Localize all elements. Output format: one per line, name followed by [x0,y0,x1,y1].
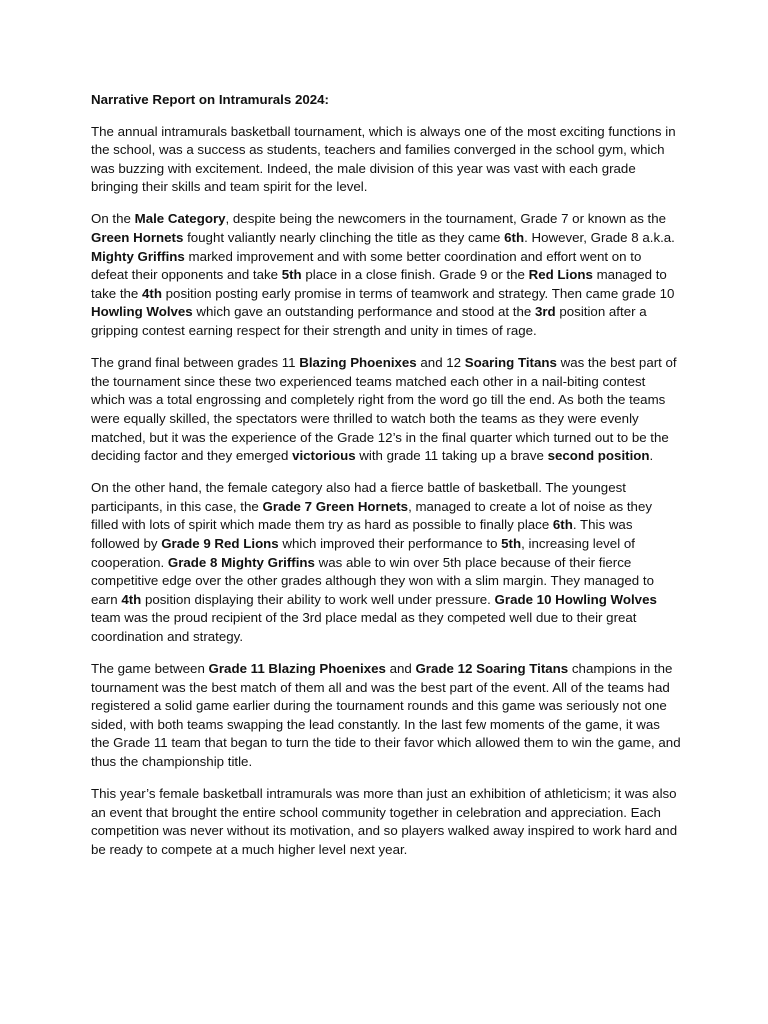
female-category-paragraph [91,479,681,646]
text-span: . [649,448,654,464]
report-title: Narrative Report on Intramurals 2024: [91,92,329,107]
text-span: position after a gripping contest earning respect for their strength and unity in times of rage. [91,304,647,339]
text-span: with grade 11 taking up a brave [355,448,548,464]
bold-text: Grade 12 Soaring Titans [415,661,569,677]
bold-text: Mighty Griffins [91,248,185,264]
text-span: marked improvement and with some better coordination and effort went on to defeat their opponents and take [91,248,642,283]
text-span: and [385,661,416,677]
bold-text: second position [547,448,650,464]
text-span: managed to take the [91,267,667,301]
bold-text: 5th [281,267,302,283]
bold-text: Green Hornets [91,230,184,246]
text-span: position posting early promise in terms of teamwork and strategy. Then came grade 10 [161,285,675,301]
bold-text: Red Lions [528,267,593,283]
text-span: The grand final between grades 11 [91,355,300,371]
bold-text: 4th [121,591,142,607]
text-span: On the other hand, the female category also had a fierce battle of basketball. The youngest participants, in this case, the [91,480,626,514]
bold-text: Howling Wolves [91,304,193,320]
text-span: The game between [91,661,209,677]
bold-text: 3rd [534,304,556,320]
text-span: was the best part of the tournament since these two experienced teams matched each other in a nail-biting contest which was a total engrossing and completely right from the word go till the end. As both the teams were equally skilled, the spectators were thrilled to watch both the teams as they were evenly matched, but it was the experience of the Grade 12’s in the final quarter which turned out to be the deciding factor and they emerged [91,355,677,464]
bold-text: Grade 11 Blazing Phoenixes [208,661,386,677]
text-span: position displaying their ability to work well under pressure. [141,591,495,607]
text-span: , managed to create a lot of noise as they filled with lots of spirit which made them try as hard as possible to finally place [91,498,652,533]
bold-text: victorious [292,448,356,464]
bold-text: Grade 9 Red Lions [161,535,279,551]
text-span: The annual intramurals basketball tournament, which is always one of the most exciting functions in the school, was a success as students, teachers and families converged in the school gym, which was buzzing with excitement. Indeed, the male division of this year was vast with each grade bringing their skills and team spirit for the level. [91,123,676,195]
bold-text: Grade 7 Green Hornets [262,498,409,514]
text-span: . This was followed by [91,517,633,551]
grand-final-paragraph [91,354,681,466]
bold-text: Blazing Phoenixes [299,355,417,371]
text-span: On the [91,211,135,227]
bold-text: 6th [504,230,525,246]
text-span: , increasing level of cooperation. [91,535,635,570]
bold-text: 5th [501,535,522,551]
male-category-paragraph [91,210,681,340]
bold-text: Grade 10 Howling Wolves [494,591,657,607]
conclusion-paragraph [91,785,681,859]
female-final-paragraph [91,660,681,772]
text-span: , despite being the newcomers in the tournament, Grade 7 or known as the [225,211,667,227]
text-span: fought valiantly nearly clinching the title as they came [183,230,505,246]
text-span: which improved their performance to [278,535,502,551]
bold-text: 6th [552,517,573,533]
document-page [91,91,681,873]
bold-text: Soaring Titans [464,355,557,371]
text-span: and 12 [416,355,465,371]
text-span: team was the proud recipient of the 3rd place medal as they competed well due to their great coordination and strategy. [91,610,637,644]
bold-text: Grade 8 Mighty Griffins [167,554,315,570]
text-span: was able to win over 5th place because of their fierce competitive edge over the other grades although they won with a slim margin. They managed to earn [91,554,654,607]
text-span: This year’s female basketball intramurals was more than just an exhibition of athleticism; it was also an event that brought the entire school community together in celebration and appreciation. Each competition was never without its motivation, and so players walked away inspired to work hard and be ready to compete at a much higher level next year. [91,786,678,857]
intro-paragraph [91,123,681,197]
bold-text: Male Category [134,211,226,227]
text-span: . However, Grade 8 a.k.a. [524,230,675,246]
text-span: champions in the tournament was the best match of them all and was the best part of the event. All of the teams had registered a solid game earlier during the tournament rounds and this game was seriously not one sided, with both teams swapping the lead constantly. In the last few moments of the game, it was the Grade 11 team that began to turn the tide to their favor which allowed them to win the game, and thus the championship title. [91,661,681,769]
bold-text: 4th [142,285,162,301]
text-span: place in a close finish. Grade 9 or the [301,267,529,283]
text-span: which gave an outstanding performance and stood at the [192,304,535,320]
